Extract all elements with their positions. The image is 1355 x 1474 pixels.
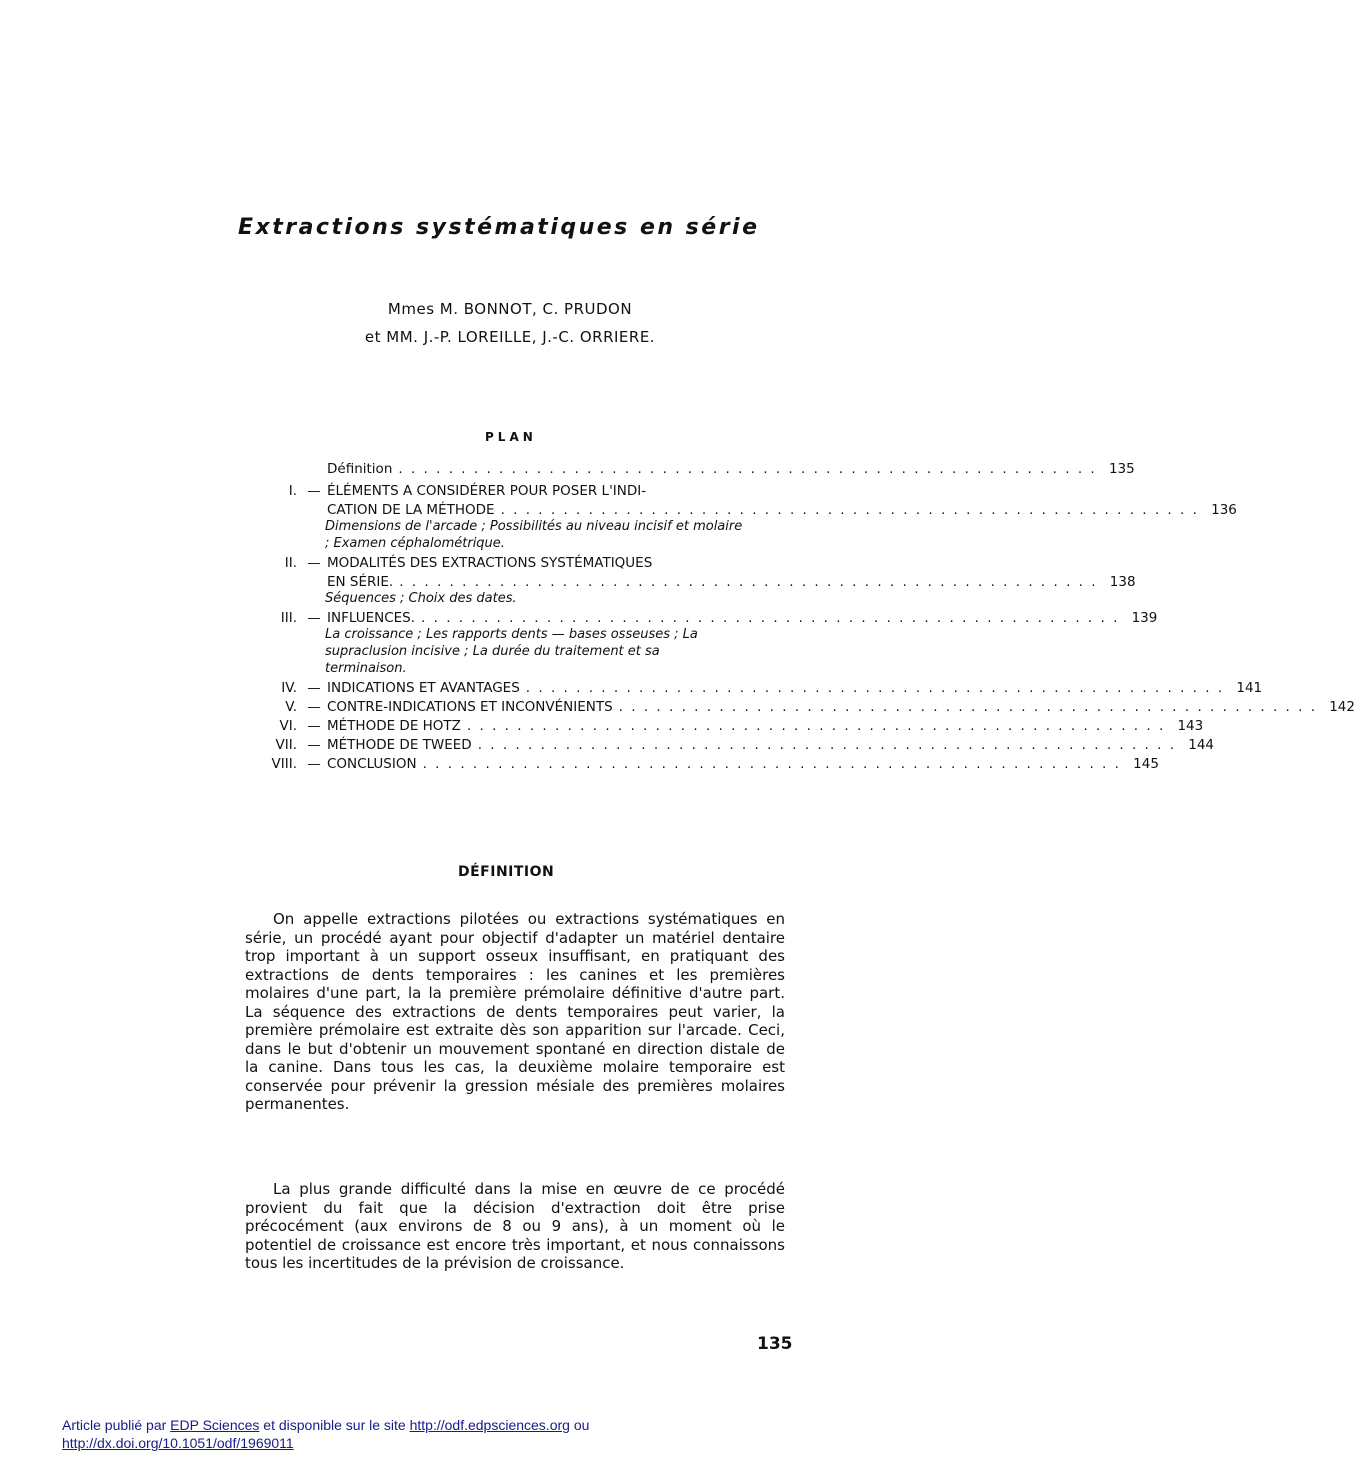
- footer-attribution: [62, 1416, 589, 1452]
- toc-label: CONTRE-INDICATIONS ET INCONVÉNIENTS: [327, 699, 613, 715]
- toc-leader: . . . . . . . . . . . . . . . . . . . . . . . . . . . . . . . . . . . . . . . . . . . . . . . . . . . . . . . .: [525, 680, 1225, 696]
- toc-entry: [235, 552, 795, 571]
- paragraph-text: La plus grande difficulté dans la mise en œuvre de ce procédé provient du fait que la décision d'extraction doit être prise précocément (aux environs de 8 ou 9 ans), à un moment où le potentiel de croissance est encore très important, et nous connaissons tous les incertitudes de la prévision de croissance.: [245, 1180, 785, 1272]
- toc-page: 141: [1236, 680, 1263, 696]
- toc-leader: . . . . . . . . . . . . . . . . . . . . . . . . . . . . . . . . . . . . . . . . . . . . . . . . . . . . . . . .: [477, 737, 1177, 753]
- plan-heading: PLAN: [485, 430, 537, 444]
- authors-line-1: Mmes M. BONNOT, C. PRUDON: [387, 300, 633, 318]
- toc-page: 145: [1133, 756, 1159, 772]
- toc-page: 142: [1329, 699, 1355, 715]
- definition-paragraph-1: [245, 910, 785, 1114]
- toc-entry: [235, 753, 1159, 772]
- site-link[interactable]: http://odf.edpsciences.org: [409, 1417, 570, 1433]
- toc-label: MODALITÉS DES EXTRACTIONS SYSTÉMATIQUES: [327, 555, 653, 571]
- toc-label: MÉTHODE DE HOTZ: [327, 718, 461, 734]
- toc-leader: . . . . . . . . . . . . . . . . . . . . . . . . . . . . . . . . . . . . . . . . . . . . . . . . . . . . . . . .: [466, 718, 1166, 734]
- footer-prefix: Article publié par: [62, 1417, 171, 1433]
- toc-entry-continued: [235, 571, 1136, 590]
- toc-leader: . . . . . . . . . . . . . . . . . . . . . . . . . . . . . . . . . . . . . . . . . . . . . . . . . . . . . . . .: [421, 610, 1120, 626]
- definition-paragraph-2: [245, 1180, 785, 1273]
- toc-number: I.: [288, 483, 297, 499]
- toc-number: V.: [285, 699, 297, 715]
- toc-number: II.: [284, 555, 297, 571]
- authors-line-2: et MM. J.-P. LOREILLE, J.-C. ORRIERE.: [364, 328, 656, 346]
- toc-number: VIII.: [271, 756, 297, 772]
- toc-leader: . . . . . . . . . . . . . . . . . . . . . . . . . . . . . . . . . . . . . . . . . . . . . . . . . . . . . . . .: [500, 502, 1199, 518]
- toc-entry: [235, 696, 1355, 715]
- toc-page: 144: [1188, 737, 1215, 753]
- page-number: 135: [757, 1334, 793, 1354]
- publisher-link[interactable]: EDP Sciences: [170, 1417, 260, 1433]
- toc-page: 136: [1211, 502, 1237, 518]
- toc-entry-continued: [235, 499, 1237, 518]
- toc-entry: [235, 677, 1263, 696]
- toc-number: IV.: [281, 680, 297, 696]
- toc-subtopics: Séquences ; Choix des dates.: [325, 591, 517, 606]
- toc-entry: [235, 458, 1135, 477]
- toc-label: Définition: [327, 461, 393, 477]
- toc-leader: . . . . . . . . . . . . . . . . . . . . . . . . . . . . . . . . . . . . . . . . . . . . . . . . . . . . . . . .: [398, 461, 1097, 477]
- article-title: Extractions systématiques en série: [238, 215, 760, 240]
- toc-number: VII.: [275, 737, 297, 753]
- toc-dash: —: [307, 555, 321, 571]
- toc-page: 143: [1177, 718, 1204, 734]
- toc-dash: —: [307, 699, 321, 715]
- toc-label: ÉLÉMENTS A CONSIDÉRER POUR POSER L'INDI-: [327, 483, 647, 499]
- toc-label: INDICATIONS ET AVANTAGES: [327, 680, 520, 696]
- toc-subtopics: La croissance ; Les rapports dents — bases osseuses ; La supraclusion incisive ; La durée du traitement et sa terminaison.: [325, 627, 698, 676]
- toc-number: VI.: [279, 718, 297, 734]
- toc-dash: —: [307, 483, 321, 499]
- toc-label-continued: CATION DE LA MÉTHODE: [327, 502, 495, 518]
- footer-middle: et disponible sur le site: [259, 1417, 410, 1433]
- toc-dash: —: [307, 756, 321, 772]
- toc-leader: . . . . . . . . . . . . . . . . . . . . . . . . . . . . . . . . . . . . . . . . . . . . . . . . . . . . . . . .: [618, 699, 1317, 715]
- toc-number: III.: [280, 610, 297, 626]
- toc-label-continued: EN SÉRIE.: [327, 574, 394, 590]
- definition-heading: DÉFINITION: [458, 864, 555, 880]
- doi-link[interactable]: http://dx.doi.org/10.1051/odf/1969011: [62, 1435, 294, 1451]
- toc-dash: —: [307, 680, 321, 696]
- toc-leader: . . . . . . . . . . . . . . . . . . . . . . . . . . . . . . . . . . . . . . . . . . . . . . . . . . . . . . . .: [399, 574, 1098, 590]
- toc-dash: —: [307, 718, 321, 734]
- toc-entry: [235, 715, 1204, 734]
- footer-suffix: ou: [569, 1417, 590, 1433]
- toc-dash: —: [307, 737, 321, 753]
- toc-entry: [235, 734, 1215, 753]
- toc-label: MÉTHODE DE TWEED: [327, 737, 472, 753]
- toc-page: 135: [1108, 461, 1135, 477]
- table-of-contents: [235, 458, 1355, 772]
- toc-entry: [235, 480, 795, 499]
- toc-subtopics: Dimensions de l'arcade ; Possibilités au niveau incisif et molaire ; Examen céphalométrique.: [325, 519, 743, 551]
- toc-leader: . . . . . . . . . . . . . . . . . . . . . . . . . . . . . . . . . . . . . . . . . . . . . . . . . . . . . . . .: [422, 756, 1121, 772]
- paragraph-text: On appelle extractions pilotées ou extractions systématiques en série, un procédé ayant pour objectif d'adapter un matériel dentaire trop important à un support osseux insuffisant, en pratiquant des extractions de dents temporaires : les canines et les premières molaires d'une part, la la première prémolaire définitive d'autre part. La séquence des extractions de dents temporaires peut varier, la première prémolaire est extraite dès son apparition sur l'arcade. Ceci, dans le but d'obtenir un mouvement spontané en direction distale de la canine. Dans tous les cas, la deuxième molaire temporaire est conservée pour prévenir la gression mésiale des premières molaires permanentes.: [245, 910, 785, 1113]
- toc-page: 139: [1131, 610, 1158, 626]
- toc-label: INFLUENCES.: [327, 610, 416, 626]
- toc-entry: [235, 607, 1158, 626]
- toc-page: 138: [1109, 574, 1136, 590]
- toc-label: CONCLUSION: [327, 756, 417, 772]
- toc-dash: —: [307, 610, 321, 626]
